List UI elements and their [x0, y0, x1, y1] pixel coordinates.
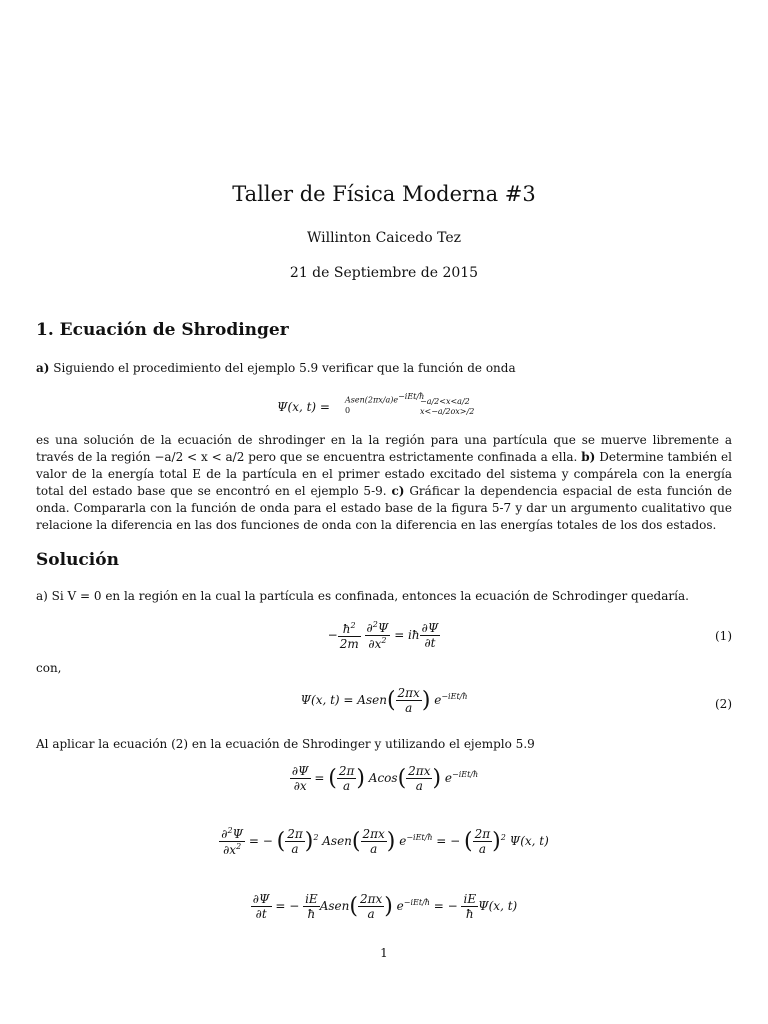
equation-1: − $\frac{ħ^2}{2m}$ $\frac{\partial^2\Psi}{\partial x^2}$ = iħ $\frac{\partial\Psi}{\partial t}$ (1): [327, 620, 732, 651]
psi-top-piece: Asen(2πx/a)e: [345, 395, 399, 405]
section-heading: 1. Ecuación de Shrodinger: [36, 320, 289, 340]
equation-2: Ψ(x, t) = Asen( $\frac{2\pi x}{a}$ ) $e^{-iEt/ħ}$ (2): [300, 686, 732, 715]
part-a-label: a): [36, 361, 50, 375]
equation-2-number: (2): [715, 697, 732, 711]
document-date: 21 de Septiembre de 2015: [289, 265, 479, 281]
psi-bottom-piece: 0: [345, 406, 351, 415]
derivative-x: $\frac{\partial\Psi}{\partial x}$ = ( $\frac{2\pi}{a}$ ) Acos( $\frac{2\pi x}{a}$ ) $e^{-iEt/ħ}$: [291, 764, 479, 793]
problem-statement-a: [36, 360, 732, 377]
derivative-t: $\frac{\partial\Psi}{\partial t}$ = − $\frac{iE}{ħ}$ Asen( $\frac{2\pi x}{a}$ ) $e^{-iEt/ħ}$ = − $\frac{iE}{ħ}$ Ψ(x, t): [252, 892, 518, 921]
page-number: 1: [380, 946, 388, 960]
psi-exponent: −iEt/ħ: [398, 392, 425, 401]
document-title: Taller de Física Moderna #3: [232, 182, 536, 206]
psi-condition-top: −a/2<x<a/2: [420, 397, 470, 406]
piecewise-wavefunction: Ψ(x, t) = $Asen(2\pi x/a)e^{-iEt/ħ}$ 0 −a/2<x<a/2 x<−a/2ox>/2: [277, 392, 475, 416]
equation-1-number: (1): [715, 629, 732, 643]
con-text: con,: [36, 661, 62, 675]
part-c-label: c): [391, 484, 405, 498]
document-author: Willinton Caicedo Tez: [306, 230, 461, 246]
solution-intro: a) Si V = 0 en la región en la cual la partícula es confinada, entonces la ecuación de Schrodinger quedaría.: [36, 589, 689, 603]
psi-condition-bottom: x<−a/2ox>/2: [420, 407, 475, 416]
second-derivative-x: $\frac{\partial^2\Psi}{\partial x^2}$ = − ( $\frac{2\pi}{a}$ )$^2$ Asen( $\frac{2\pi x}{a}$ ) $e^{-iEt/ħ}$ = − ( $\frac{2\pi}{a}$ )$^2$ Ψ(x, t): [221, 826, 549, 857]
problem-statement-body: es una solución de la ecuación de shrodinger en la la región para una partícula que se muerve libremente a través de la región −a/2 < x < a/2 pero que se encuentra estrictamente confinada a ella. b) Determine también el valor de la energía total E de la partícula en el primer estado excitado del sistema y compárela con la energía total del estado base que se encontró en el ejemplo 5-9. c) Gráficar la dependencia espacial de esta función de onda. Compararla con la función de onda para el estado base de la figura 5-7 y dar un argumento cualitativo que relacione la diferencia en las dos funciones de onda con la diferencia en las energías totales de los dos estados.: [36, 433, 733, 532]
part-b-label: b): [581, 450, 596, 464]
solution-step-text: Al aplicar la ecuación (2) en la ecuación de Shrodinger y utilizando el ejemplo 5.9: [36, 737, 535, 751]
part-a-text: Siguiendo el procedimiento del ejemplo 5.9 verificar que la función de onda: [53, 361, 516, 375]
solution-heading: Solución: [36, 550, 119, 570]
